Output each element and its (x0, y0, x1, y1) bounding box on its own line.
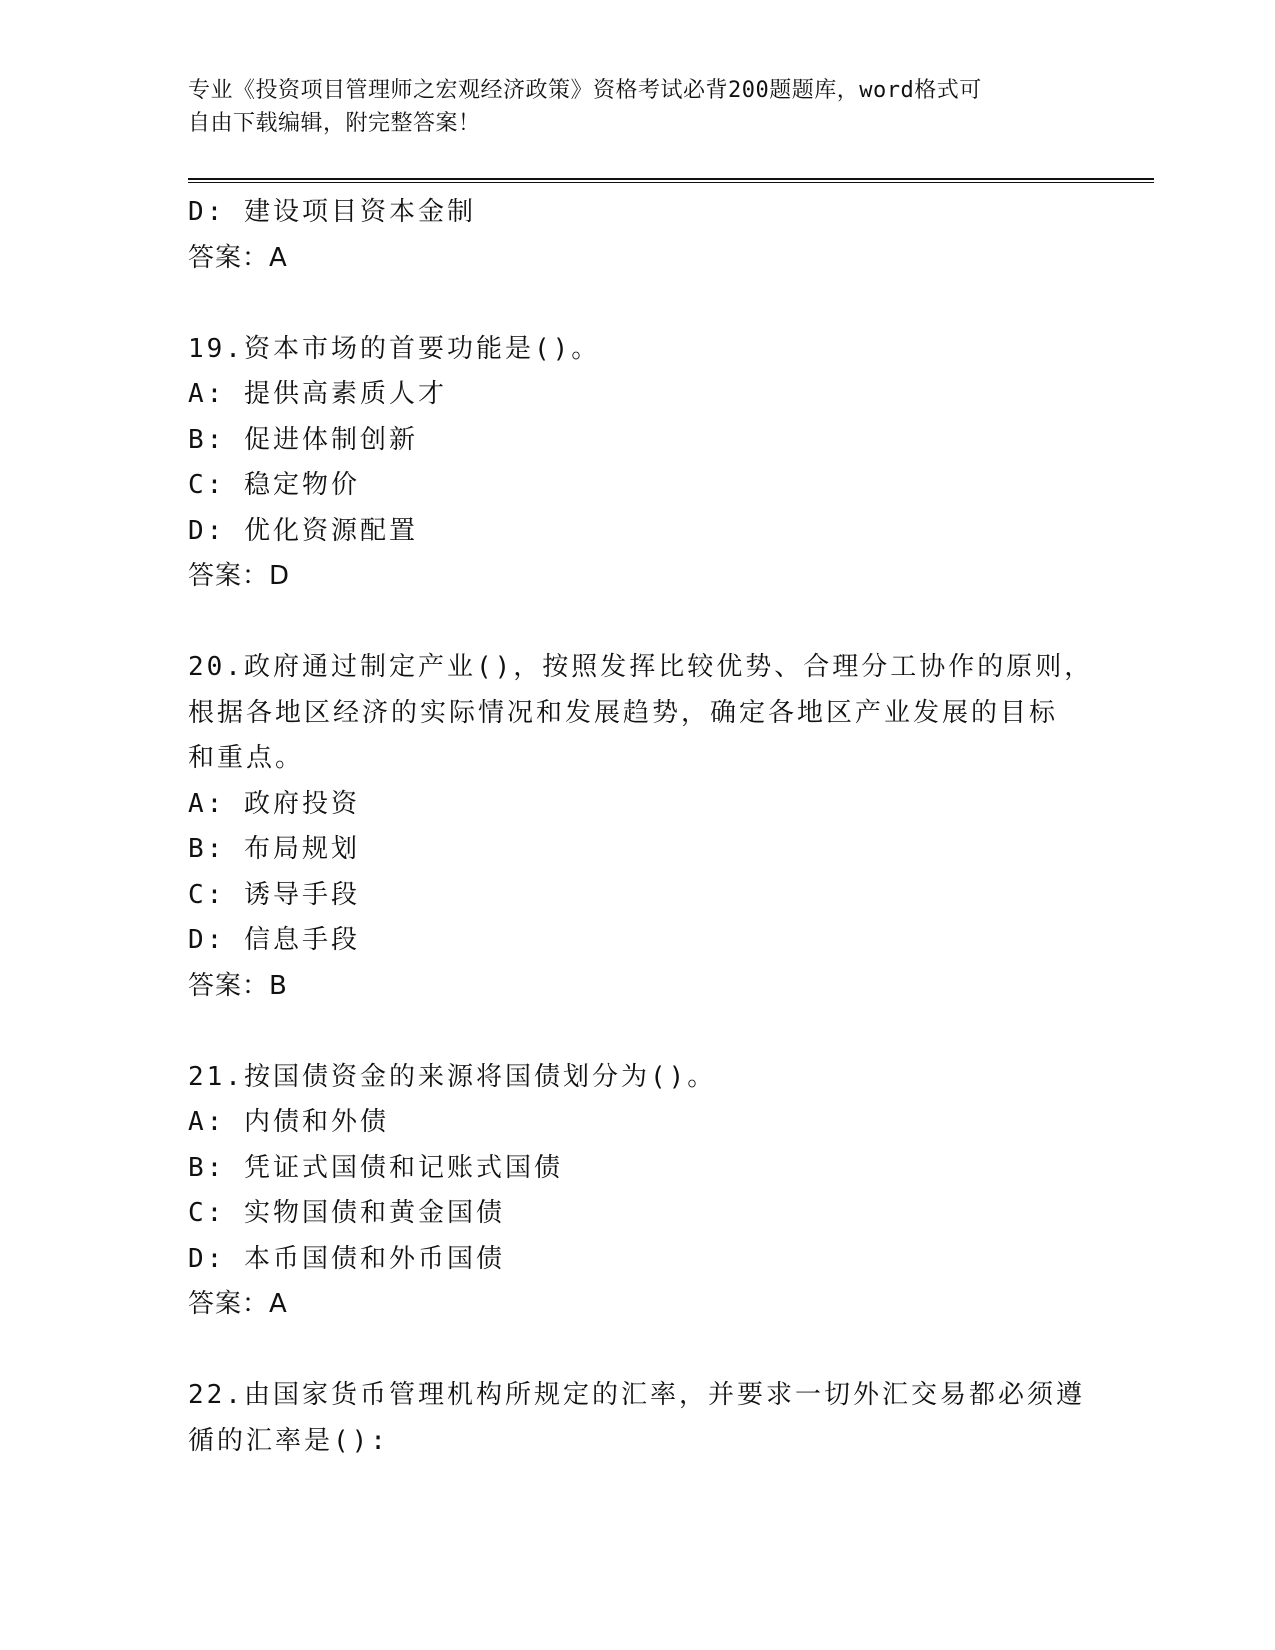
option-d: D: 优化资源配置 (188, 515, 418, 546)
question-19 (188, 327, 1088, 600)
spacer (188, 281, 1088, 327)
option-c: C: 诱导手段 (188, 879, 360, 910)
answer-label: 答案：A (188, 242, 288, 273)
answer-label: 答案：D (188, 561, 291, 591)
question-22 (188, 1373, 1088, 1464)
option-c: C: 稳定物价 (188, 470, 360, 500)
question-stem-line-2: 循的汇率是(): (188, 1425, 389, 1456)
answer-label: 答案：B (188, 970, 288, 1001)
question-18-tail (188, 190, 1088, 281)
option-d: D: 建设项目资本金制 (188, 197, 476, 227)
option-d: D: 信息手段 (188, 925, 360, 955)
option-a: A: 提供高素质人才 (188, 379, 447, 409)
question-stem-line-1: 20.政府通过制定产业()，按照发挥比较优势、合理分工协作的原则， (188, 652, 1094, 682)
question-21 (188, 1055, 1088, 1328)
option-a: A: 内债和外债 (188, 1107, 389, 1137)
option-c: C: 实物国债和黄金国债 (188, 1198, 505, 1228)
question-stem-line-2: 根据各地区经济的实际情况和发展趋势，确定各地区产业发展的目标 (188, 697, 1059, 728)
option-d: D: 本币国债和外币国债 (188, 1243, 505, 1274)
spacer (188, 1009, 1088, 1055)
question-stem: 21.按国债资金的来源将国债划分为()。 (188, 1061, 717, 1092)
header-line-2: 自由下载编辑，附完整答案！ (188, 111, 481, 136)
header-line-1: 专业《投资项目管理师之宏观经济政策》资格考试必背200题题库，word格式可 (188, 78, 982, 103)
question-stem-line-1: 22.由国家货币管理机构所规定的汇率，并要求一切外汇交易都必须遵 (188, 1380, 1085, 1410)
question-20 (188, 645, 1094, 1009)
spacer (188, 600, 1088, 646)
question-stem-line-3: 和重点。 (188, 743, 305, 773)
header-rule-thick (188, 178, 1154, 180)
option-a: A: 政府投资 (188, 788, 360, 819)
spacer (188, 1328, 1088, 1374)
option-b: B: 凭证式国债和记账式国债 (188, 1152, 563, 1183)
header-rule-thin (188, 182, 1154, 183)
question-content (188, 190, 1094, 1464)
document-header (188, 74, 1068, 140)
question-stem: 19.资本市场的首要功能是()。 (188, 333, 601, 364)
answer-label: 答案：A (188, 1289, 288, 1319)
option-b: B: 促进体制创新 (188, 424, 418, 455)
option-b: B: 布局规划 (188, 834, 360, 864)
